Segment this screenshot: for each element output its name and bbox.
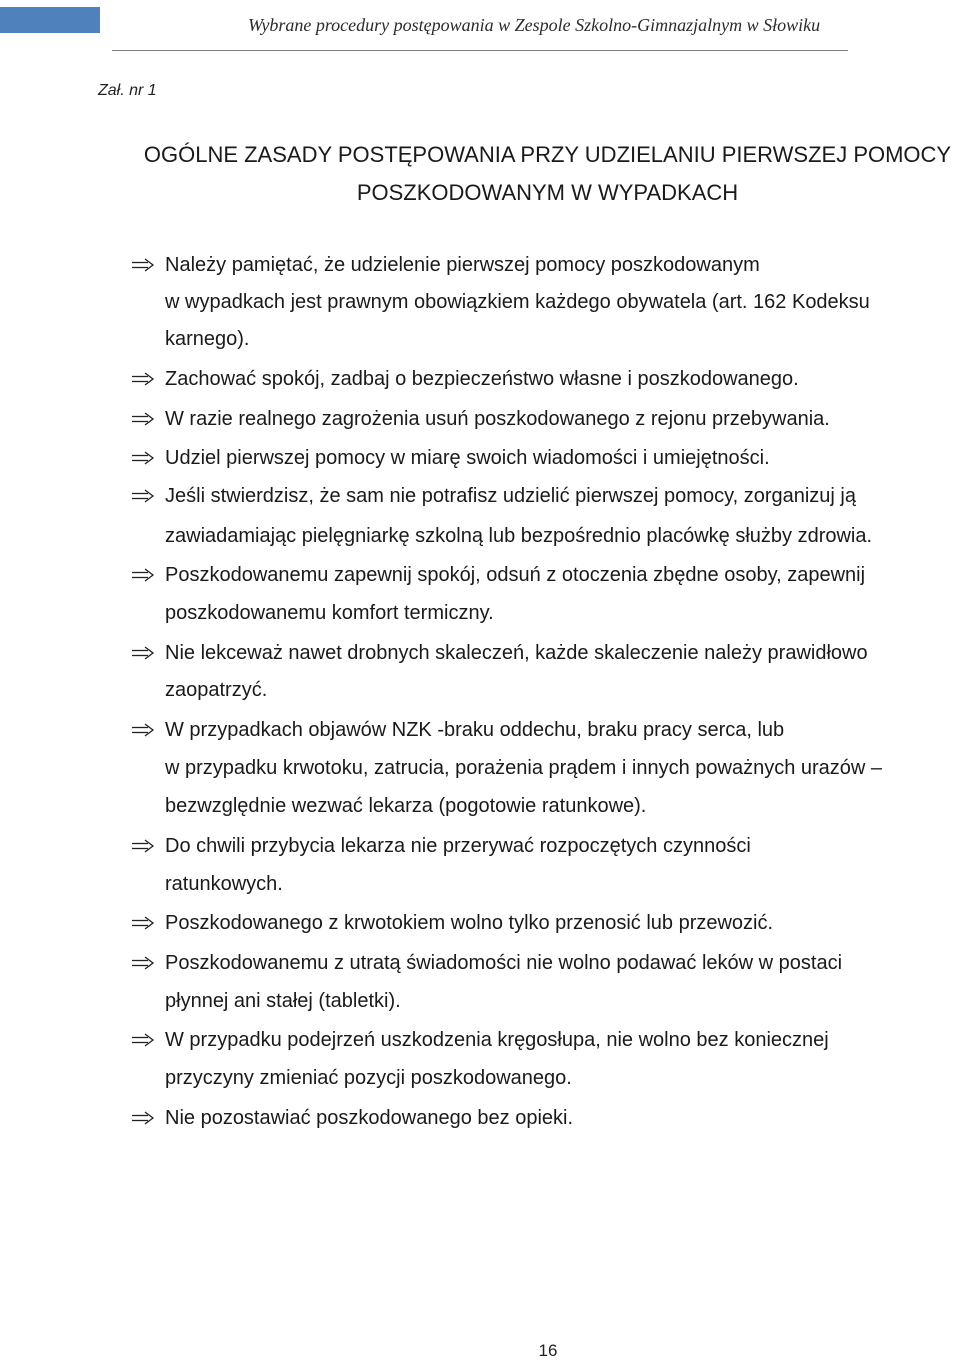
list-item-text-line: Jeśli stwierdzisz, że sam nie potrafisz udzielić pierwszej pomocy, zorganizuj ją <box>165 485 856 507</box>
list-item-text-line: przyczyny zmieniać pozycji poszkodowanego. <box>165 1067 572 1089</box>
title-line-1: OGÓLNE ZASADY POSTĘPOWANIA PRZY UDZIELANIU PIERWSZEJ POMOCY <box>143 142 952 167</box>
list-item-text-line: poszkodowanemu komfort termiczny. <box>165 602 494 624</box>
list-item-text-line: Należy pamiętać, że udzielenie pierwszej pomocy poszkodowanym <box>165 254 760 276</box>
list-item-text-line: Nie lekceważ nawet drobnych skaleczeń, każde skaleczenie należy prawidłowo <box>165 642 868 664</box>
double-arrow-right-icon <box>131 568 155 582</box>
list-item-text-line: w wypadkach jest prawnym obowiązkiem każdego obywatela (art. 162 Kodeksu <box>165 291 870 313</box>
double-arrow-right-icon <box>131 723 155 737</box>
list-item-text-line: W przypadkach objawów NZK -braku oddechu, braku pracy serca, lub <box>165 719 785 741</box>
double-arrow-right-icon <box>131 1111 155 1125</box>
list-item-text-line: Poszkodowanemu z utratą świadomości nie wolno podawać leków w postaci <box>165 952 843 974</box>
list-item-text-line: zaopatrzyć. <box>165 679 268 701</box>
double-arrow-right-icon <box>131 1033 155 1047</box>
list-item-text-line: płynnej ani stałej (tabletki). <box>165 990 401 1012</box>
double-arrow-right-icon <box>131 646 155 660</box>
list-item-text-line: Poszkodowanego z krwotokiem wolno tylko przenosić lub przewozić. <box>165 912 774 934</box>
list-item-text-line: W przypadku podejrzeń uszkodzenia kręgosłupa, nie wolno bez koniecznej <box>165 1029 829 1051</box>
double-arrow-right-icon <box>131 372 155 386</box>
list-item-text-line: karnego). <box>165 328 250 350</box>
list-item-text-line: Do chwili przybycia lekarza nie przerywać rozpoczętych czynności <box>165 835 751 857</box>
list-item-text-line: zawiadamiając pielęgniarkę szkolną lub bezpośrednio placówkę służby zdrowia. <box>165 525 873 547</box>
double-arrow-right-icon <box>131 839 155 853</box>
list-item-text-line: bezwzględnie wezwać lekarza (pogotowie ratunkowe). <box>165 795 647 817</box>
double-arrow-right-icon <box>131 412 155 426</box>
double-arrow-right-icon <box>131 916 155 930</box>
double-arrow-right-icon <box>131 258 155 272</box>
list-item-text-line: W razie realnego zagrożenia usuń poszkodowanego z rejonu przebywania. <box>165 408 830 430</box>
list-item-text-line: w przypadku krwotoku, zatrucia, porażenia prądem i innych poważnych urazów – <box>165 757 883 779</box>
attachment-label: Zał. nr 1 <box>98 82 157 99</box>
double-arrow-right-icon <box>131 956 155 970</box>
list-item-text-line: Udziel pierwszej pomocy w miarę swoich wiadomości i umiejętności. <box>165 447 770 469</box>
list-item-text-line: Zachować spokój, zadbaj o bezpieczeństwo własne i poszkodowanego. <box>165 368 799 390</box>
page-number: 16 <box>538 1341 558 1360</box>
running-header: Wybrane procedury postępowania w Zespole Szkolno-Gimnazjalnym w Słowiku <box>248 15 821 35</box>
double-arrow-right-icon <box>131 451 155 465</box>
title-line-2: POSZKODOWANYM W WYPADKACH <box>356 180 739 205</box>
list-item-text-line: Nie pozostawiać poszkodowanego bez opieki. <box>165 1107 574 1129</box>
double-arrow-right-icon <box>131 489 155 503</box>
list-item-text-line: Poszkodowanemu zapewnij spokój, odsuń z otoczenia zbędne osoby, zapewnij <box>165 564 866 586</box>
list-item-text-line: ratunkowych. <box>165 873 283 895</box>
